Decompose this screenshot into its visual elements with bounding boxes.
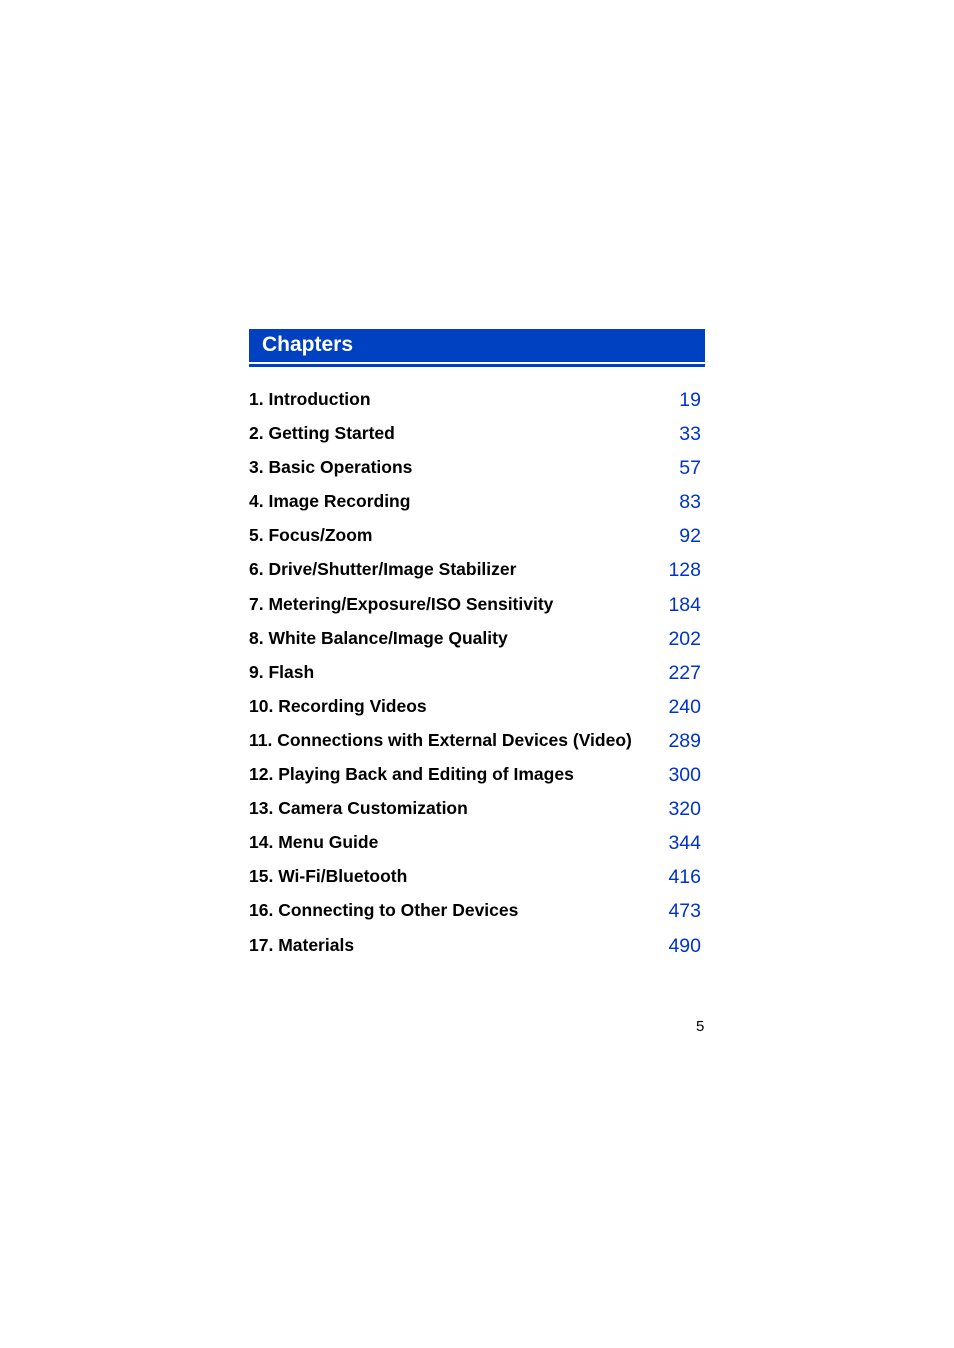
toc-entry-title[interactable]: 3. Basic Operations [249, 457, 413, 478]
toc-entry-page-link[interactable]: 300 [668, 764, 701, 787]
toc-entry-drive-shutter-stabilizer[interactable] [249, 555, 705, 589]
toc-entry-page-link[interactable]: 227 [668, 661, 701, 684]
toc-entry-materials[interactable] [249, 931, 705, 965]
toc-entry-focus-zoom[interactable] [249, 521, 705, 555]
toc-entry-title[interactable]: 15. Wi-Fi/Bluetooth [249, 866, 408, 887]
toc-entry-page-link[interactable]: 344 [668, 832, 701, 855]
toc-entry-title[interactable]: 10. Recording Videos [249, 695, 427, 716]
toc-entry-page-link[interactable]: 184 [668, 593, 701, 616]
toc-entry-title[interactable]: 11. Connections with External Devices (Video) [249, 729, 632, 750]
toc-entry-title[interactable]: 14. Menu Guide [249, 832, 379, 853]
toc-entry-metering-exposure-iso[interactable] [249, 590, 705, 624]
toc-entry-wifi-bluetooth[interactable] [249, 862, 705, 896]
toc-entry-camera-customization[interactable] [249, 794, 705, 828]
toc-entry-page-link[interactable]: 202 [668, 627, 701, 650]
toc-entry-title[interactable]: 7. Metering/Exposure/ISO Sensitivity [249, 593, 554, 614]
toc-entry-title[interactable]: 6. Drive/Shutter/Image Stabilizer [249, 559, 517, 580]
toc-entry-page-link[interactable]: 490 [668, 934, 701, 957]
toc-entry-page-link[interactable]: 83 [679, 491, 701, 514]
toc-entry-page-link[interactable]: 128 [668, 559, 701, 582]
toc-entry-title[interactable]: 17. Materials [249, 934, 355, 955]
toc-entry-page-link[interactable]: 19 [679, 389, 701, 411]
chapters-header [249, 329, 705, 363]
toc-entry-title[interactable]: 1. Introduction [249, 389, 371, 409]
page-number: 5 [696, 1018, 705, 1035]
toc-entry-title[interactable]: 12. Playing Back and Editing of Images [249, 764, 574, 785]
header-divider [249, 364, 705, 367]
toc-entry-menu-guide[interactable] [249, 828, 705, 862]
toc-entry-page-link[interactable]: 57 [679, 457, 701, 480]
toc-entry-title[interactable]: 5. Focus/Zoom [249, 525, 373, 546]
toc-entry-white-balance-quality[interactable] [249, 624, 705, 658]
toc-entry-title[interactable]: 2. Getting Started [249, 423, 395, 444]
toc-entry-flash[interactable] [249, 658, 705, 692]
toc-entry-title[interactable]: 9. Flash [249, 661, 315, 682]
toc-entry-title[interactable]: 16. Connecting to Other Devices [249, 900, 519, 921]
toc-entry-title[interactable]: 4. Image Recording [249, 491, 411, 512]
table-of-contents [249, 385, 705, 965]
toc-entry-getting-started[interactable] [249, 419, 705, 453]
toc-entry-page-link[interactable]: 240 [668, 695, 701, 718]
toc-entry-basic-operations[interactable] [249, 453, 705, 487]
toc-entry-page-link[interactable]: 289 [668, 729, 701, 752]
toc-entry-title[interactable]: 8. White Balance/Image Quality [249, 627, 508, 648]
toc-entry-page-link[interactable]: 33 [679, 423, 701, 446]
toc-entry-page-link[interactable]: 320 [668, 798, 701, 821]
toc-entry-playback-editing[interactable] [249, 760, 705, 794]
toc-entry-page-link[interactable]: 416 [668, 866, 701, 889]
toc-entry-external-devices-video[interactable] [249, 726, 705, 760]
toc-entry-introduction[interactable] [249, 385, 705, 419]
toc-entry-other-devices[interactable] [249, 896, 705, 930]
toc-entry-page-link[interactable]: 473 [668, 900, 701, 923]
toc-entry-page-link[interactable]: 92 [679, 525, 701, 548]
toc-entry-image-recording[interactable] [249, 487, 705, 521]
toc-entry-title[interactable]: 13. Camera Customization [249, 798, 468, 819]
toc-entry-recording-videos[interactable] [249, 692, 705, 726]
chapters-title: Chapters [262, 333, 354, 356]
